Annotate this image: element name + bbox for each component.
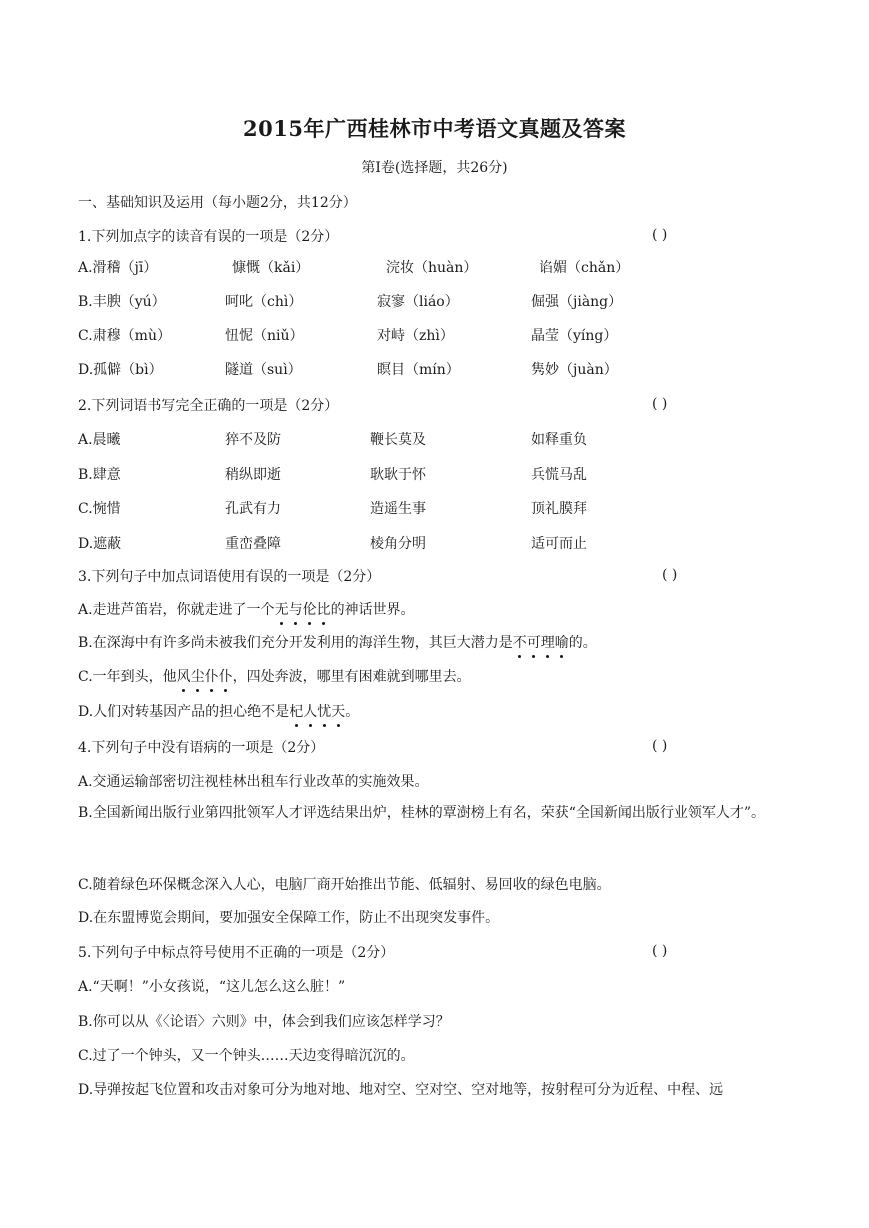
q1-option-d-word1: D.孤僻（bì） bbox=[78, 362, 163, 378]
q2-option-b-word2: 稍纵即逝 bbox=[225, 467, 281, 483]
q2-option-a-word4: 如释重负 bbox=[531, 432, 587, 448]
q3-a-text-end: 的神话世界。 bbox=[330, 602, 415, 618]
q5-option-d: D.导弹按起飞位置和攻击对象可分为地对地、地对空、空对空、空对地等，按射程可分为近程、中程、远 bbox=[78, 1082, 724, 1098]
q3-b-dotted-phrase: 不可理喻 bbox=[512, 635, 569, 651]
q3-c-dotted-phrase: 风尘仆仆 bbox=[176, 669, 233, 685]
q3-a-dotted-phrase: 无与伦比 bbox=[274, 602, 331, 618]
q2-option-d-word2: 重峦叠障 bbox=[225, 536, 281, 552]
q1-option-a-word2: 慷慨（kǎi） bbox=[232, 260, 310, 276]
q4-option-b: B.全国新闻出版行业第四批领军人才评选结果出炉，桂林的覃澍榜上有名，荣获“全国新闻出版行业领军人才”。 bbox=[78, 805, 766, 821]
q2-option-d-word4: 适可而止 bbox=[531, 536, 587, 552]
answer-blank-3: ( ) bbox=[662, 567, 678, 583]
q3-a-text: A.走进芦笛岩，你就走进了一个 bbox=[78, 602, 275, 618]
q1-option-d-word3: 瞑目（mín） bbox=[377, 362, 460, 378]
q1-option-c-word3: 对峙（zhì） bbox=[377, 328, 454, 344]
q3-c-text: C.一年到头，他 bbox=[78, 669, 177, 685]
q3-b-text: B.在深海中有许多尚未被我们充分开发利用的海洋生物，其巨大潜力是 bbox=[78, 635, 513, 651]
q2-option-c-word3: 造遥生事 bbox=[370, 501, 426, 517]
q2-option-d-word3: 棱角分明 bbox=[370, 536, 426, 552]
q3-d-text: D.人们对转基因产品的担心绝不是 bbox=[78, 704, 290, 720]
q1-option-b-word3: 寂寥（liáo） bbox=[377, 294, 459, 310]
q3-option-b bbox=[78, 633, 597, 653]
page-subtitle: 第Ⅰ卷(选择题，共26分) bbox=[361, 160, 508, 176]
q3-d-dotted-phrase: 杞人忧天 bbox=[289, 704, 346, 720]
q5-option-a: A.“天啊！”小女孩说，“这儿怎么这么脏！” bbox=[78, 979, 346, 995]
q3-option-d bbox=[78, 702, 359, 722]
q1-option-c-word4: 晶莹（yíng） bbox=[531, 328, 618, 344]
q2-option-a-word1: A.晨曦 bbox=[78, 432, 121, 448]
q4-option-d: D.在东盟博览会期间，要加强安全保障工作，防止不出现突发事件。 bbox=[78, 910, 500, 926]
q5-option-b: B.你可以从《〈论语〉六则》中，体会到我们应该怎样学习？ bbox=[78, 1014, 450, 1030]
q2-option-a-word2: 猝不及防 bbox=[225, 432, 281, 448]
answer-blank-4: ( ) bbox=[652, 738, 668, 754]
q2-option-c-word1: C.惋惜 bbox=[78, 501, 121, 517]
q3-b-text-end: 的。 bbox=[568, 635, 597, 651]
q2-option-b-word4: 兵慌马乱 bbox=[531, 467, 587, 483]
q1-option-d-word4: 隽妙（juàn） bbox=[531, 362, 618, 378]
q1-option-c-word2: 忸怩（niǔ） bbox=[225, 328, 304, 344]
answer-blank-1: ( ) bbox=[652, 227, 668, 243]
question-3-stem: 3.下列句子中加点词语使用有误的一项是（2分） bbox=[78, 569, 381, 585]
q1-option-a-word1: A.滑稽（jī） bbox=[78, 260, 158, 276]
q4-option-a: A.交通运输部密切注视桂林出租车行业改革的实施效果。 bbox=[78, 774, 429, 790]
q3-d-text-end: 。 bbox=[345, 704, 360, 720]
q1-option-b-word4: 倔强（jiàng） bbox=[531, 294, 623, 310]
q2-option-d-word1: D.遮蔽 bbox=[78, 536, 122, 552]
section-heading: 一、基础知识及运用（每小题2分，共12分） bbox=[78, 195, 357, 211]
q2-option-b-word3: 耿耿于怀 bbox=[370, 467, 426, 483]
answer-blank-5: ( ) bbox=[652, 943, 668, 959]
q3-option-a bbox=[78, 600, 415, 620]
q1-option-d-word2: 隧道（suì） bbox=[225, 362, 302, 378]
q2-option-c-word4: 顶礼膜拜 bbox=[531, 501, 587, 517]
q3-c-text-end: ，四处奔波，哪里有困难就到哪里去。 bbox=[232, 669, 471, 685]
q1-option-a-word3: 浣妆（huàn） bbox=[386, 260, 478, 276]
q2-option-b-word1: B.肆意 bbox=[78, 467, 121, 483]
question-2-stem: 2.下列词语书写完全正确的一项是（2分） bbox=[78, 398, 339, 414]
q4-option-c: C.随着绿色环保概念深入人心，电脑厂商开始推出节能、低辐射、易回收的绿色电脑。 bbox=[78, 877, 611, 893]
q1-option-a-word4: 谄媚（chǎn） bbox=[539, 260, 630, 276]
question-5-stem: 5.下列句子中标点符号使用不正确的一项是（2分） bbox=[78, 945, 395, 961]
q5-option-c: C.过了一个钟头，又一个钟头……天边变得暗沉沉的。 bbox=[78, 1048, 415, 1064]
q1-option-b-word1: B.丰腴（yú） bbox=[78, 294, 166, 310]
page-title: 2015年广西桂林市中考语文真题及答案 bbox=[243, 116, 626, 141]
answer-blank-2: ( ) bbox=[652, 396, 668, 412]
q2-option-c-word2: 孔武有力 bbox=[225, 501, 281, 517]
q3-option-c bbox=[78, 667, 471, 687]
q1-option-c-word1: C.肃穆（mù） bbox=[78, 328, 171, 344]
q1-option-b-word2: 呵叱（chì） bbox=[225, 294, 303, 310]
question-4-stem: 4.下列句子中没有语病的一项是（2分） bbox=[78, 740, 325, 756]
question-1-stem: 1.下列加点字的读音有误的一项是（2分） bbox=[78, 229, 339, 245]
q2-option-a-word3: 鞭长莫及 bbox=[370, 432, 426, 448]
